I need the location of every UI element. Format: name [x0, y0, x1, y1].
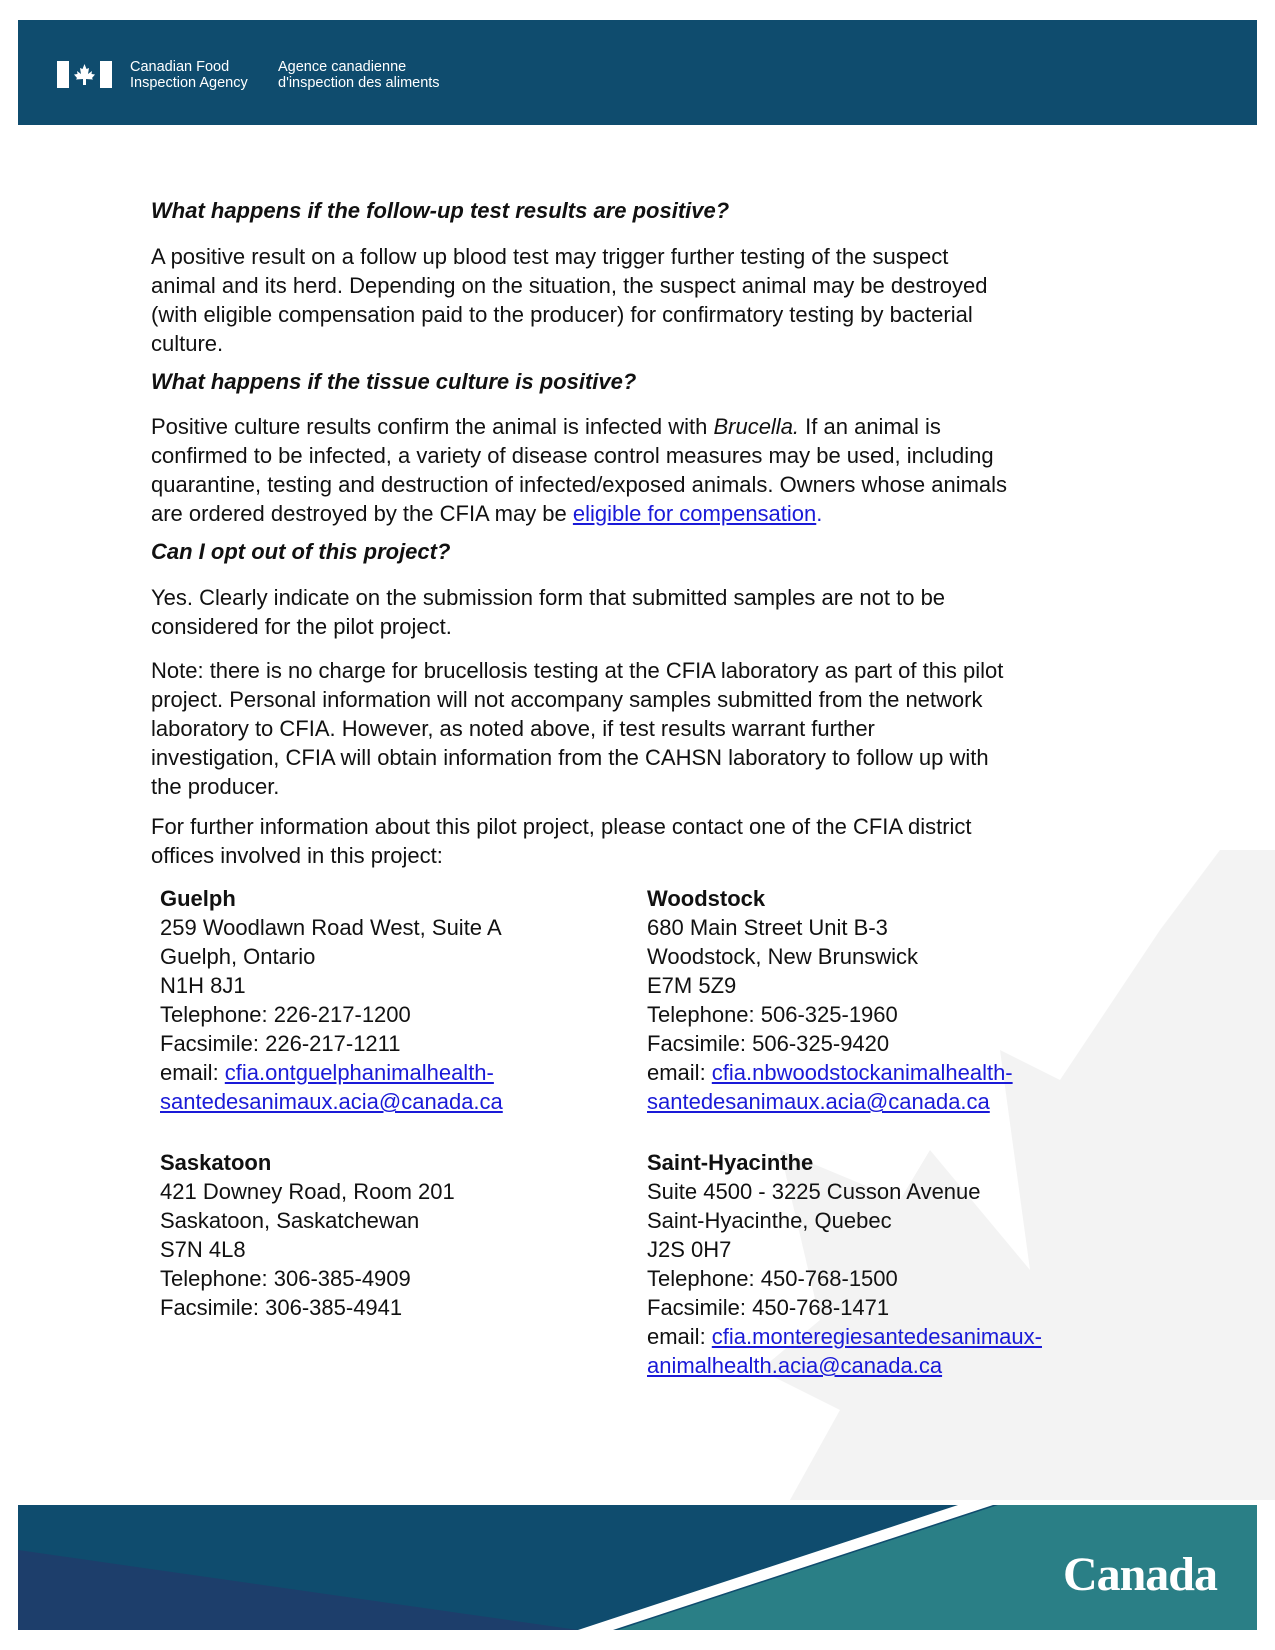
office-fax: Facsimile: 306-385-4941: [160, 1295, 403, 1320]
office-woodstock: [647, 884, 1013, 1116]
office-fax: Facsimile: 450-768-1471: [647, 1295, 890, 1320]
office-city: Saint-Hyacinthe: [647, 1150, 814, 1175]
office-telephone: Telephone: 306-385-4909: [160, 1266, 411, 1291]
office-postal-code: N1H 8J1: [160, 973, 246, 998]
paragraph-tissue-culture-positive: [151, 412, 1007, 528]
heading-followup-positive: What happens if the follow-up test results are positive?: [151, 198, 730, 223]
office-city: Woodstock: [647, 886, 766, 911]
office-email-line: [160, 1058, 503, 1087]
email-link[interactable]: cfia.ontguelphanimalhealth-: [224, 1060, 494, 1085]
email-label: email:: [647, 1324, 712, 1349]
brucella-term: Brucella.: [713, 414, 800, 439]
office-guelph: [160, 884, 503, 1116]
office-address: 680 Main Street Unit B-3: [647, 915, 888, 940]
office-address: Suite 4500 - 3225 Cusson Avenue: [647, 1179, 981, 1204]
office-telephone: Telephone: 506-325-1960: [647, 1002, 898, 1027]
heading-opt-out: Can I opt out of this project?: [151, 539, 451, 564]
office-region: Saskatoon, Saskatchewan: [160, 1208, 420, 1233]
paragraph-text: If an animal is confirmed to be infected, a variety of disease control measures may be used, including quarantine, testing and destruction of infected/exposed animals. Owners whose animals are ordered destroyed by the CFIA may be: [151, 414, 1008, 526]
paragraph-note: Note: there is no charge for brucellosis testing at the CFIA laboratory as part of this pilot project. Personal information will not accompany samples submitted from the network laboratory to CFIA. However, as noted above, if test results warrant further investigation, CFIA will obtain information from the CAHSN laboratory to follow up with the producer.: [151, 658, 1004, 799]
office-postal-code: S7N 4L8: [160, 1237, 246, 1262]
agency-name-french: Agence canadienne d'inspection des aliments: [278, 59, 440, 91]
paragraph-followup-positive: A positive result on a follow up blood test may trigger further testing of the suspect animal and its herd. Depending on the situation, the suspect animal may be destroyed (with eligible compensation paid to the producer) for confirmatory testing by bacterial culture.: [151, 244, 988, 356]
email-link[interactable]: cfia.nbwoodstockanimalhealth-: [711, 1060, 1013, 1085]
canada-flag-icon: [57, 61, 112, 88]
paragraph-contact-intro: For further information about this pilot project, please contact one of the CFIA district offices involved in this project:: [151, 814, 972, 868]
office-telephone: Telephone: 450-768-1500: [647, 1266, 898, 1291]
heading-tissue-culture-positive: What happens if the tissue culture is positive?: [151, 369, 637, 394]
canada-wordmark: Canada: [1062, 1548, 1217, 1601]
paragraph-end: .: [816, 501, 823, 526]
office-region: Guelph, Ontario: [160, 944, 316, 969]
email-link[interactable]: santedesanimaux.acia@canada.ca: [647, 1089, 990, 1114]
office-city: Saskatoon: [160, 1150, 272, 1175]
office-email-line: [647, 1322, 1042, 1351]
office-postal-code: J2S 0H7: [647, 1237, 732, 1262]
office-email-line: [647, 1351, 1042, 1380]
office-email-line: [647, 1058, 1013, 1087]
paragraph-text: Positive culture results confirm the animal is infected with: [151, 414, 714, 439]
paragraph-opt-out: Yes. Clearly indicate on the submission form that submitted samples are not to be considered for the pilot project.: [151, 585, 946, 639]
office-email-line: [647, 1087, 1013, 1116]
agency-name-english: Canadian Food Inspection Agency: [130, 59, 248, 91]
office-region: Woodstock, New Brunswick: [647, 944, 919, 969]
office-address: 259 Woodlawn Road West, Suite A: [160, 915, 502, 940]
compensation-link[interactable]: eligible for compensation: [572, 501, 817, 526]
email-link[interactable]: animalhealth.acia@canada.ca: [647, 1353, 943, 1378]
office-fax: Facsimile: 226-217-1211: [160, 1031, 401, 1056]
header-banner: [18, 20, 1257, 125]
office-fax: Facsimile: 506-325-9420: [647, 1031, 890, 1056]
office-telephone: Telephone: 226-217-1200: [160, 1002, 411, 1027]
footer-banner: [18, 1505, 1257, 1630]
office-saskatoon: [160, 1148, 455, 1322]
office-address: 421 Downey Road, Room 201: [160, 1179, 455, 1204]
office-saint-hyacinthe: [647, 1148, 1042, 1380]
office-postal-code: E7M 5Z9: [647, 973, 737, 998]
office-email-line: [160, 1087, 503, 1116]
email-label: email:: [647, 1060, 712, 1085]
office-region: Saint-Hyacinthe, Quebec: [647, 1208, 892, 1233]
email-label: email:: [160, 1060, 225, 1085]
email-link[interactable]: santedesanimaux.acia@canada.ca: [160, 1089, 503, 1114]
office-city: Guelph: [160, 886, 236, 911]
email-link[interactable]: cfia.monteregiesantedesanimaux-: [711, 1324, 1042, 1349]
